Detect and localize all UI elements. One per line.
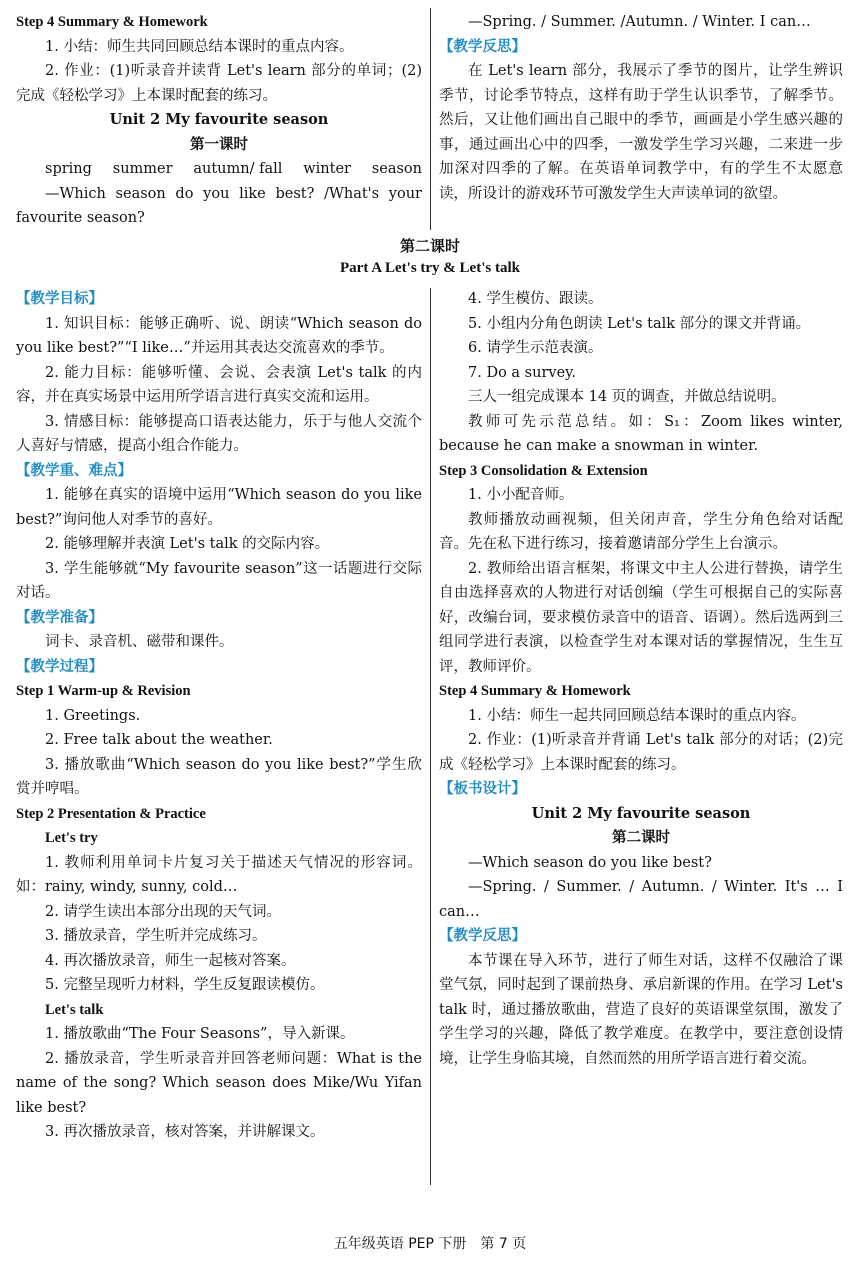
reflection-text: 本节课在导入环节，进行了师生对话，这样不仅融洽了课堂气氛，同时起到了课前热身、承启新课的作用。在学习 Let's talk 时，通过播放歌曲，营造了良好的英语课堂氛围，激发了学生学习的兴趣，降低了教学难度。在教学中，要注意创设情境，让学生身临其境，自然而然的用所学语言进行着交流。 [439,952,843,1067]
step3-item: 2. 教师给出语言框架，将课文中主人公进行替换，请学生自由选择喜欢的人物进行对话创编（学生可根据自己的实际喜好，改编台词，要求模仿录音中的语音、语调）。然后选两到三组同学进行表演，以检查学生对本课对话的掌握情况，生生互评，教师评价。 [439,560,843,675]
left-top-column [16,10,422,231]
key-point-item: 2. 能够理解并表演 Let's talk 的交际内容。 [45,536,330,552]
goal-item: 1. 知识目标：能够正确听、说、朗读“Which season do you like best?”“I like…”并运用其表达交流喜欢的季节。 [16,315,422,356]
step4-heading: Step 4 Summary & Homework [16,14,208,30]
lesson2-title: 第二课时 [399,237,460,255]
survey-text: 三人一组完成课本 14 页的调查，并做总结说明。 [468,389,786,405]
column-divider [430,288,431,1185]
vocab-word: summer [112,161,173,177]
board-unit-title: Unit 2 My favourite season [531,804,751,822]
talk-item: 7. Do a survey. [468,364,577,381]
board-lesson-title: 第二课时 [612,830,670,846]
step1-item: 3. 播放歌曲“Which season do you like best?”学生欣赏并哼唱。 [16,756,422,797]
talk-item: 5. 小组内分角色朗读 Let's talk 部分的课文并背诵。 [468,315,811,332]
page-footer: 五年级英语 PEP 下册 第 7 页 [333,1236,527,1252]
step1-item: 2. Free talk about the weather. [45,732,273,748]
part-title: Part A Let's try & Let's talk [340,260,520,276]
homework-item: 2. 作业：(1)听录音并读背 Let's learn 部分的单词；(2)完成《轻松学习》上本课时配套的练习。 [16,63,422,104]
survey-example: 教师可先示范总结。如：S₁：Zoom likes winter, because he can make a snowman in winter. [439,413,843,454]
unit-title: Unit 2 My favourite season [109,111,329,128]
talk-item: 4. 学生模仿、跟读。 [468,291,603,307]
board-question: —Which season do you like best? [468,854,712,871]
step2-heading: Step 2 Presentation & Practice [16,805,206,822]
vocab-word: season [371,161,422,177]
reflection-heading: 【教学反思】 [439,38,526,55]
answer-line: —Spring. / Summer. /Autumn. / Winter. I can… [468,14,811,30]
try-item: 3. 播放录音，学生听并完成练习。 [45,928,267,944]
step1-item: 1. Greetings. [45,707,141,724]
vocab-line [16,157,422,182]
goal-item: 3. 情感目标：能够提高口语表达能力，乐于与他人交流个人喜好与情感，提高小组合作能力。 [16,413,422,454]
talk-item: 3. 再次播放录音，核对答案，并讲解课文。 [45,1124,325,1140]
talk-item: 1. 播放歌曲“The Four Seasons”，导入新课。 [45,1026,355,1042]
goal-item: 2. 能力目标：能够听懂、会说、会表演 Let's talk 的内容，并在真实场景中运用所学语言进行真实交流和运用。 [16,364,422,405]
right-bottom-column [439,287,843,1071]
board-design-heading: 【板书设计】 [439,781,526,797]
lesson-title: 第一课时 [190,136,248,153]
step3-heading: Step 3 Consolidation & Extension [439,462,648,479]
try-item: 5. 完整呈现听力材料，学生反复跟读模仿。 [45,977,325,993]
goals-heading: 【教学目标】 [16,291,103,307]
vocab-word: winter [303,161,351,177]
step3-description: 教师播放动画视频，但关闭声音，学生分角色给对话配音。先在私下进行练习，接着邀请部分学生上台演示。 [439,511,843,552]
try-item: 4. 再次播放录音，师生一起核对答案。 [45,952,296,969]
try-item: 2. 请学生读出本部分出现的天气词。 [45,903,281,920]
question-line: —Which season do you like best? /What's your favourite season? [16,185,422,226]
key-point-item: 1. 能够在真实的语境中运用“Which season do you like best?”询问他人对季节的喜好。 [16,487,422,528]
step3-item: 1. 小小配音师。 [468,487,574,503]
column-divider [430,8,431,230]
vocab-word: spring [45,161,92,177]
reflection-text: 在 Let's learn 部分，我展示了季节的图片，让学生辨识季节，讨论季节特点，这样有助于学生认识季节，了解季节。然后，又让他们画出自己眼中的季节，画画是小学生感兴趣的事，通过画出心中的四季，一激发学生学习兴趣，二来进一步加深对四季的了解。在英语单词教学中，有的学生不太愿意读，所设计的游戏环节可激发学生大声读单词的欲望。 [439,63,843,202]
key-points-heading: 【教学重、难点】 [16,462,132,479]
key-point-item: 3. 学生能够就“My favourite season”这一话题进行交际对话。 [16,560,422,601]
vocab-word: autumn/ fall [193,161,283,177]
process-heading: 【教学过程】 [16,658,103,675]
left-bottom-column [16,287,422,1145]
lets-try-heading: Let's try [45,830,98,846]
step4-heading: Step 4 Summary & Homework [439,683,631,699]
summary-item: 1. 小结：师生一起共同回顾总结本课时的重点内容。 [468,707,806,724]
lets-talk-heading: Let's talk [45,1001,104,1018]
summary-item: 1. 小结：师生共同回顾总结本课时的重点内容。 [45,38,354,55]
step1-heading: Step 1 Warm-up & Revision [16,683,191,699]
try-item: 1. 教师利用单词卡片复习关于描述天气情况的形容词。如：rainy, windy, sunny, cold… [16,854,422,895]
talk-item: 6. 请学生示范表演。 [468,340,603,356]
homework-item: 2. 作业：(1)听录音并背诵 Let's talk 部分的对话；(2)完成《轻松学习》上本课时配套的练习。 [439,732,843,773]
preparation-heading: 【教学准备】 [16,609,103,626]
board-answer: —Spring. / Summer. / Autumn. / Winter. It's … I can… [439,879,843,920]
reflection-heading: 【教学反思】 [439,928,526,944]
talk-item: 2. 播放录音，学生听录音并回答老师问题：What is the name of the song? Which season does Mike/Wu Yifan like best? [16,1050,422,1116]
preparation-text: 词卡、录音机、磁带和课件。 [45,634,234,650]
right-top-column [439,10,843,206]
